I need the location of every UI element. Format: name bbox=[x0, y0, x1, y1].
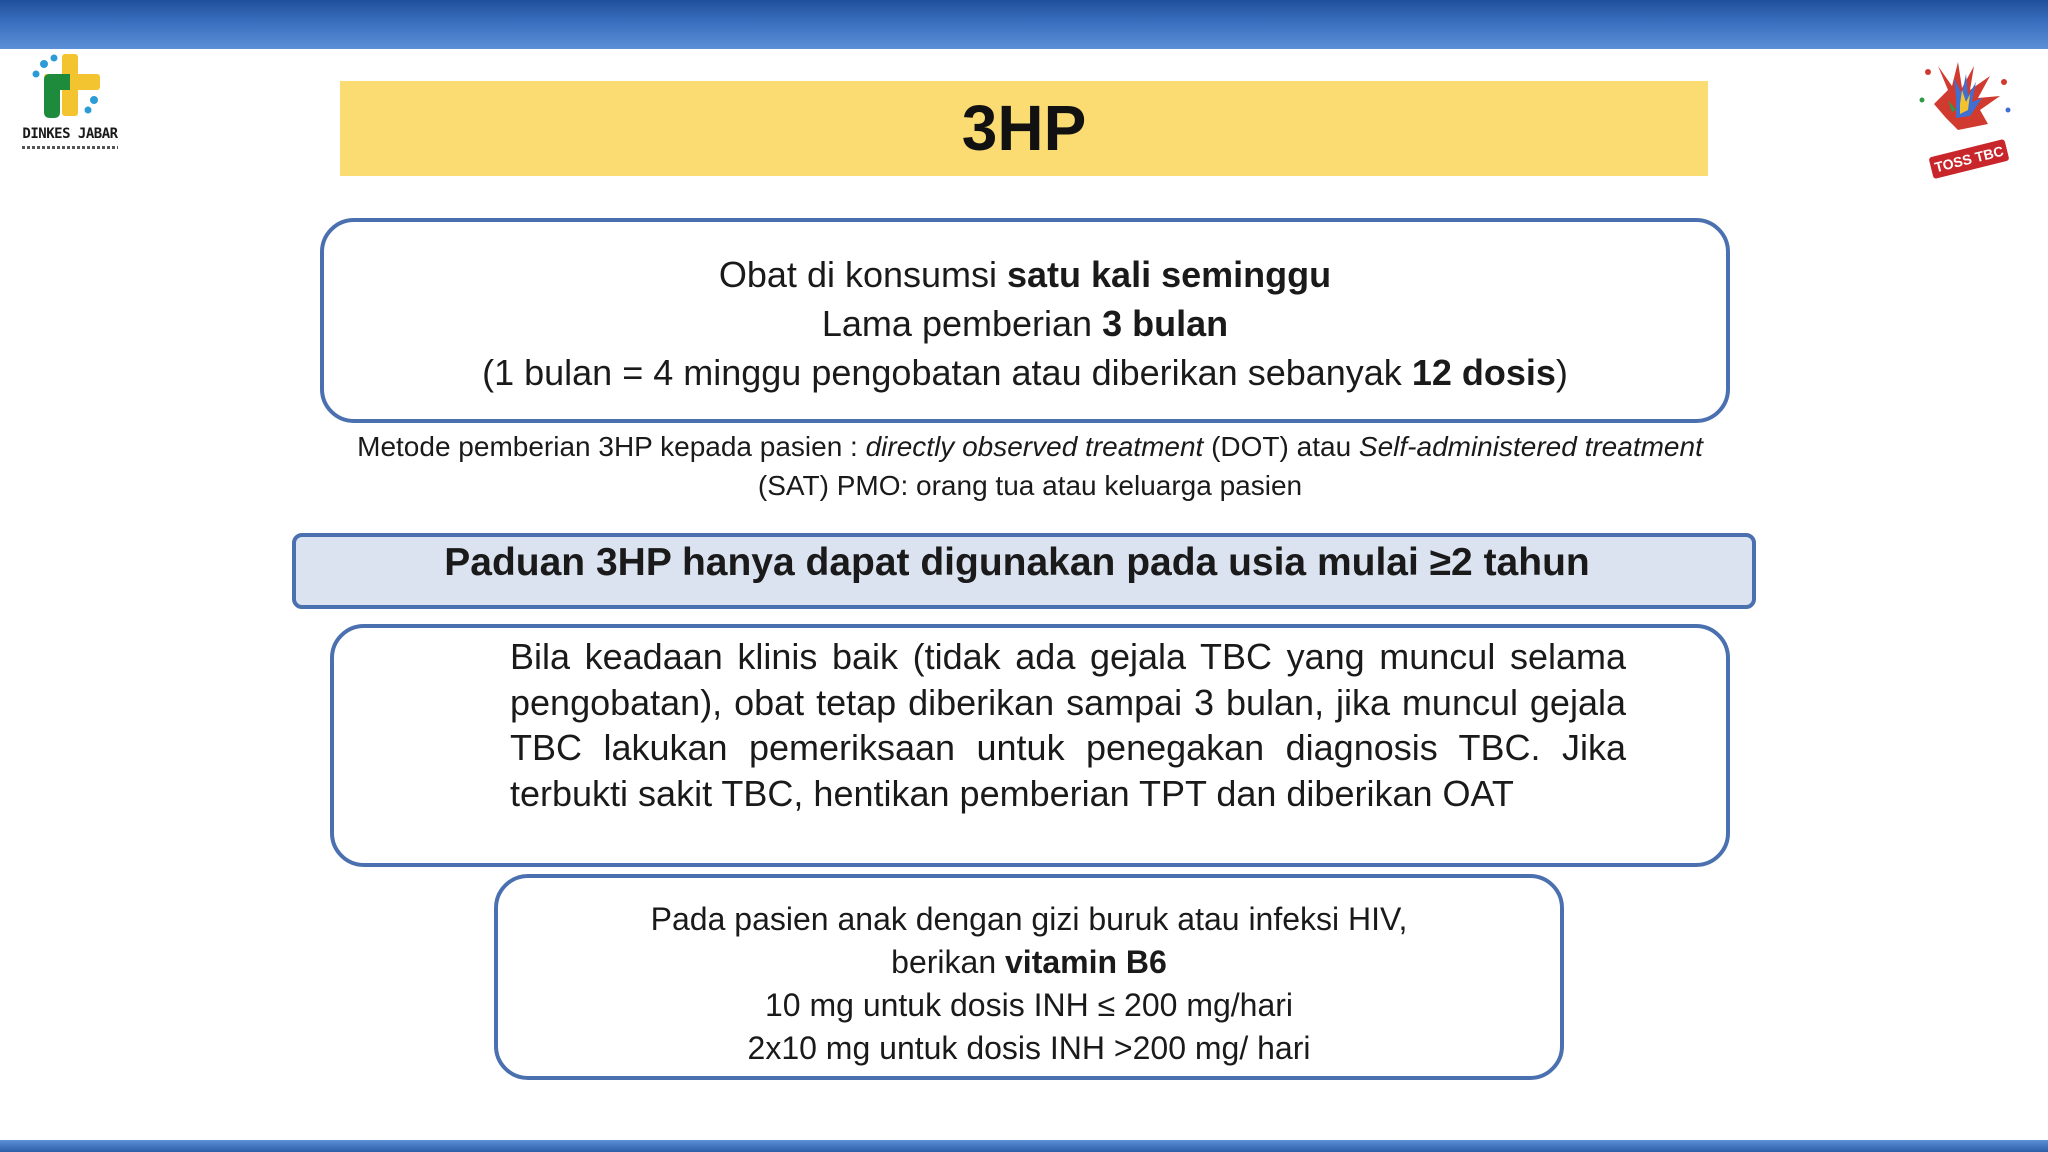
health-cross-icon bbox=[32, 52, 108, 124]
dosing-schedule-box bbox=[320, 218, 1730, 423]
page-title: 3HP bbox=[961, 92, 1087, 164]
bottom-footer-bar bbox=[0, 1140, 2048, 1152]
dosing-count-text: (1 bulan = 4 minggu pengobatan atau diberikan sebanyak bbox=[482, 352, 1412, 393]
dosing-count-line bbox=[324, 348, 1726, 397]
dosing-duration-emphasis: 3 bulan bbox=[1102, 303, 1229, 344]
dinkes-jabar-logo bbox=[18, 52, 122, 156]
vitamin-give-line bbox=[498, 941, 1560, 984]
hand-splash-icon bbox=[1908, 60, 2028, 160]
dosing-frequency-emphasis: satu kali seminggu bbox=[1007, 254, 1332, 295]
clinical-condition-box bbox=[330, 624, 1730, 867]
method-sat-term: Self-administered treatment bbox=[1358, 431, 1703, 462]
method-intro: Metode pemberian 3HP kepada pasien : bbox=[357, 431, 866, 462]
dosing-frequency-text: Obat di konsumsi bbox=[718, 254, 1008, 295]
vitamin-condition-line: Pada pasien anak dengan gizi buruk atau infeksi HIV, bbox=[650, 901, 1408, 937]
vitamin-b6-box bbox=[494, 874, 1564, 1080]
dosing-count-emphasis: 12 dosis bbox=[1411, 352, 1556, 393]
administration-method-note bbox=[310, 427, 1750, 505]
logo-left-tagline bbox=[22, 146, 118, 149]
dosing-duration-text: Lama pemberian bbox=[821, 303, 1103, 344]
method-line-2: (SAT) PMO: orang tua atau keluarga pasien bbox=[757, 470, 1303, 501]
logo-left-label: DINKES JABAR bbox=[22, 126, 118, 142]
dosing-frequency-line bbox=[324, 250, 1726, 299]
dosing-count-close: ) bbox=[1555, 352, 1568, 393]
toss-tbc-logo bbox=[1908, 60, 2028, 190]
vitamin-name: vitamin B6 bbox=[1005, 944, 1167, 980]
age-requirement-banner bbox=[292, 533, 1756, 609]
vitamin-dose-low-line: 10 mg untuk dosis INH ≤ 200 mg/hari bbox=[764, 987, 1294, 1023]
method-dot-term: directly observed treatment bbox=[865, 431, 1204, 462]
vitamin-give-text: berikan bbox=[891, 944, 1005, 980]
title-banner bbox=[340, 81, 1708, 176]
dosing-duration-line bbox=[324, 299, 1726, 348]
method-connector: (DOT) atau bbox=[1203, 431, 1359, 462]
age-requirement-text: Paduan 3HP hanya dapat digunakan pada usia mulai ≥2 tahun bbox=[444, 541, 1590, 584]
method-line-1 bbox=[310, 427, 1750, 466]
vitamin-dose-high-line: 2x10 mg untuk dosis INH >200 mg/ hari bbox=[747, 1030, 1311, 1066]
logo-right-label: TOSS TBC bbox=[1928, 139, 2009, 179]
top-header-bar bbox=[0, 0, 2048, 49]
clinical-condition-text: Bila keadaan klinis baik (tidak ada gejala TBC yang muncul selama pengobatan), obat tetap diberikan sampai 3 bulan, jika muncul gejala TBC lakukan pemeriksaan untuk penegakan diagnosis TBC. Jika terbukti sakit TBC, hentikan pemberian TPT dan diberikan OAT bbox=[510, 636, 1626, 814]
